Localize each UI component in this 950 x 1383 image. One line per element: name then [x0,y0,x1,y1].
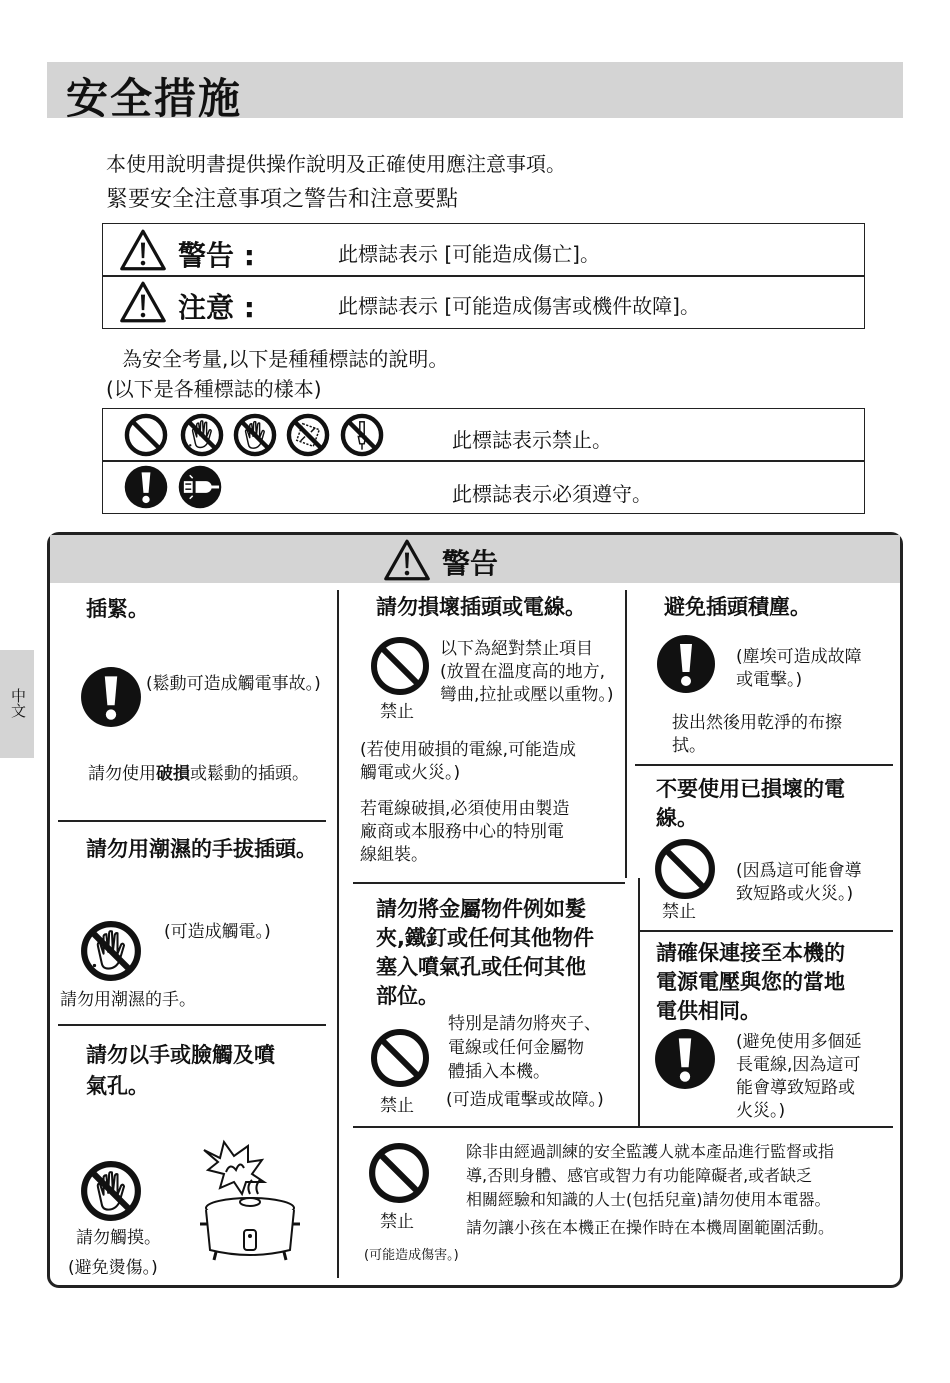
metal-objects-title-line-4: 部位。 [376,984,439,1008]
rice-cooker-steam-icon [190,1138,310,1264]
short-circuit-note-line-2: 致短路或火災。) [736,884,854,904]
column-divider [638,878,640,1126]
no-probe-icon [340,413,384,457]
prohibit-label: 禁止 [380,1096,414,1116]
damaged-cord-note-line-1: (若使用破損的電線,可能造成 [360,740,577,760]
prohibit-label: 禁止 [380,1212,414,1232]
metal-objects-title-line-1: 請勿將金屬物件例如髮 [376,897,586,921]
prohibited-items-line-3: 彎曲,拉扯或壓以重物。) [440,685,614,705]
caution-definition: 此標誌表示 [可能造成傷害或機件故障]。 [338,294,700,318]
cord-replacement-line-2: 廠商或本服務中心的特別電 [360,822,564,842]
caution-label: 注意 : [178,291,255,324]
shock-malfunction-note: (可造成電擊或故障。) [446,1090,604,1110]
plug-dust-title: 避免插頭積塵。 [664,595,811,619]
steam-vent-title-line-1: 請勿以手或臉觸及噴 [86,1043,275,1067]
damaged-cord-title-line-2: 線。 [656,806,698,830]
plug-in-firmly-title: 插緊。 [86,597,149,621]
prohibition-icon [654,838,716,900]
wipe-text-line-2: 拭。 [672,736,706,756]
extension-cord-note-line-1: (避免使用多個延 [736,1032,862,1052]
language-tab-label: 中文 [9,688,27,718]
symbols-intro-line-1: 為安全考量,以下是種種標誌的說明。 [122,347,449,371]
no-wet-hand-icon [80,920,142,982]
mandatory-icon [654,1028,716,1090]
children-text: 請勿讓小孩在本機正在操作時在本機周圍範圍活動。 [466,1218,835,1237]
column-divider [337,590,339,1278]
no-wet-hand-icon [180,413,224,457]
prohibited-items-line-1: 以下為絕對禁止項目 [440,639,593,659]
prohibit-label: 禁止 [662,902,696,922]
page-title: 安全措施 [66,74,243,123]
wet-hands-caption: 請勿用潮濕的手。 [60,990,196,1010]
caution-triangle-icon [118,280,168,324]
extension-cord-note-line-3: 能會導致短路或 [736,1078,855,1098]
warning-definition: 此標誌表示 [可能造成傷亡]。 [338,242,600,266]
electric-shock-note: (可造成觸電。) [164,922,271,942]
intro-line-2: 緊要安全注意事項之警告和注意要點 [106,187,459,212]
mandatory-definition: 此標誌表示必須遵守。 [452,482,652,506]
supervision-text-line-1: 除非由經過訓練的安全監護人就本產品進行監督或指 [466,1142,835,1161]
supervision-text-line-3: 相關經驗和知識的人士(包括兒童)請勿使用本電器。 [466,1190,831,1209]
intro-line-1: 本使用說明書提供操作說明及正確使用應注意事項。 [106,152,566,176]
row-divider [58,820,326,822]
metal-objects-text-line-3: 體插入本機。 [448,1062,550,1082]
plug-cord-damage-title: 請勿損壞插頭或電線。 [376,595,586,619]
table-divider [102,275,865,277]
warning-section-title: 警告 [442,547,499,580]
no-disassemble-icon [286,413,330,457]
damaged-plug-text: 請勿使用破損或鬆動的插頭。 [88,764,309,784]
extension-cord-note-line-4: 火災。) [736,1101,786,1121]
steam-vent-title-line-2: 氣孔。 [86,1074,149,1098]
prohibition-icon [370,636,430,696]
no-touch-icon [80,1160,142,1222]
cord-replacement-line-3: 線組裝。 [360,845,428,865]
metal-objects-title-line-2: 夾,鐵釘或任何其他物件 [376,926,594,950]
mandatory-icon [656,634,716,694]
warning-label: 警告 : [178,239,255,272]
row-divider [635,764,893,766]
prohibited-items-line-2: (放置在溫度高的地方, [440,662,606,682]
mandatory-icon [124,465,168,509]
row-divider [353,1126,893,1128]
row-divider [640,930,893,932]
unplug-icon [178,465,222,509]
extension-cord-note-line-2: 長電線,因為這可 [736,1055,861,1075]
no-touch-icon [233,413,277,457]
mandatory-icon [80,666,142,728]
row-divider [58,1024,326,1026]
wet-hands-title: 請勿用潮濕的手拔插頭。 [86,837,317,861]
dust-note-line-2: 或電擊。) [736,670,803,690]
warning-triangle-icon [382,538,432,582]
loose-plug-note: (鬆動可造成觸電事故。) [146,674,321,694]
do-not-touch-caption: 請勿觸摸。 [76,1228,161,1248]
supervision-text-line-2: 導,否則身體、感官或智力有功能障礙者,或者缺乏 [466,1166,813,1185]
voltage-title-line-2: 電源電壓與您的當地 [656,970,845,994]
voltage-title-line-1: 請確保連接至本機的 [656,941,845,965]
injury-note: (可能造成傷害。) [364,1248,459,1263]
wipe-text-line-1: 拔出然後用乾淨的布擦 [672,713,842,733]
column-divider [625,590,627,878]
cord-replacement-line-1: 若電線破損,必須使用由製造 [360,799,570,819]
dust-note-line-1: (塵埃可造成故障 [736,647,862,667]
prohibition-icon [368,1142,430,1204]
prohibition-icon [370,1028,430,1088]
metal-objects-text-line-1: 特別是請勿將夾子、 [448,1014,601,1034]
metal-objects-title-line-3: 塞入噴氣孔或任何其他 [376,955,586,979]
symbols-intro-line-2: (以下是各種標誌的樣本) [106,377,322,401]
burn-note: (避免燙傷。) [68,1258,158,1278]
table-divider [102,460,865,462]
prohibition-icon [124,413,168,457]
prohibit-label: 禁止 [380,702,414,722]
short-circuit-note-line-1: (因爲這可能會導 [736,861,862,881]
prohibition-definition: 此標誌表示禁止。 [452,428,612,452]
row-divider [353,882,625,884]
damaged-cord-note-line-2: 觸電或火災。) [360,763,461,783]
warning-triangle-icon [118,228,168,272]
metal-objects-text-line-2: 電線或任何金屬物 [448,1038,584,1058]
damaged-cord-title-line-1: 不要使用已損壞的電 [656,777,845,801]
voltage-title-line-3: 電供相同。 [656,999,761,1023]
